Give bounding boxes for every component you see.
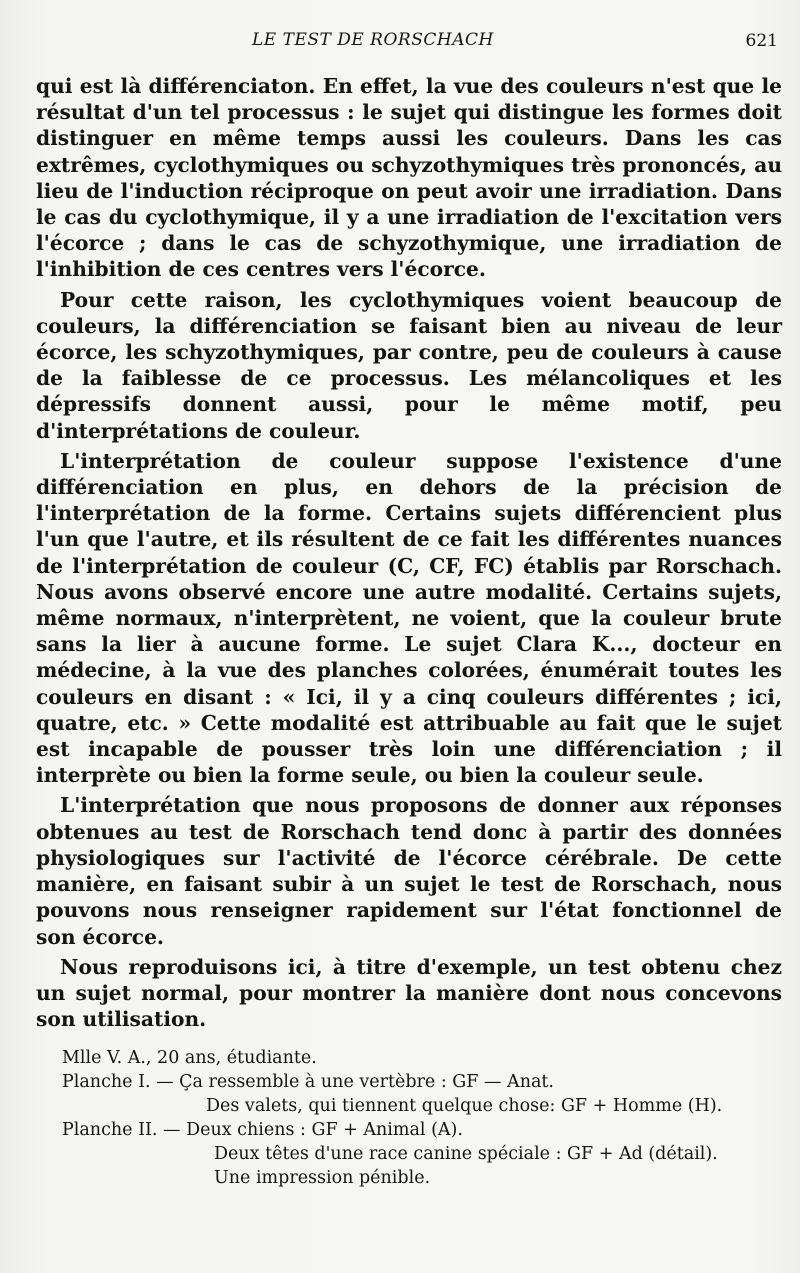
protocol-planche-1-response: Des valets, qui tiennent quelque chose: GF + Homme (H). bbox=[206, 1096, 723, 1116]
body-text bbox=[36, 73, 782, 1036]
running-title: LE TEST DE RORSCHACH bbox=[252, 30, 494, 50]
test-protocol bbox=[36, 1046, 782, 1190]
protocol-planche-2-response: Deux têtes d'une race canine spéciale : GF + Ad (détail). bbox=[214, 1144, 718, 1164]
paragraph-1: qui est là différenciaton. En effet, la vue des couleurs n'est que le résultat d'un tel processus : le sujet qui distingue les formes doit distinguer en même temps aussi les couleurs. Dans les cas extrêmes, cyclothymiques ou schyzothymiques très prononcés, au lieu de l'induction réciproque on peut avoir une irradiation. Dans le cas du cyclothymique, il y a une irradiation de l'excitation vers l'écorce ; dans le cas de schyzothymique, une irradiation de l'inhibition de ces centres vers l'écorce. bbox=[36, 74, 782, 282]
protocol-planche-2-remark: Une impression pénible. bbox=[214, 1168, 431, 1188]
protocol-planche-1: Planche I. — Ça ressemble à une vertèbre : GF — Anat. bbox=[62, 1072, 554, 1092]
protocol-subject: Mlle V. A., 20 ans, étudiante. bbox=[62, 1048, 317, 1068]
page-number: 621 bbox=[745, 31, 778, 51]
running-header bbox=[0, 30, 800, 54]
paragraph-5: Nous reproduisons ici, à titre d'exemple, un test obtenu chez un sujet normal, pour montrer la manière dont nous concevons son utilisation. bbox=[36, 954, 782, 1032]
paragraph-3: L'interprétation de couleur suppose l'existence d'une différenciation en plus, en dehors de la précision de l'interprétation de la forme. Certains sujets différencient plus l'un que l'autre, et ils résultent de ce fait les différentes nuances de l'interprétation de couleur (C, CF, FC) établis par Rorschach. Nous avons observé encore une autre modalité. Certains sujets, même normaux, n'interprètent, ne voient, que la couleur brute sans la lier à aucune forme. Le sujet Clara K..., docteur en médecine, à la vue des planches colorées, énumérait toutes les couleurs en disant : « Ici, il y a cinq couleurs différentes ; ici, quatre, etc. » Cette modalité est attribuable au fait que le sujet est incapable de pousser très loin une différenciation ; il interprète ou bien la forme seule, ou bien la couleur seule. bbox=[36, 448, 782, 788]
paragraph-4: L'interprétation que nous proposons de donner aux réponses obtenues au test de Rorschach tend donc à partir des données physiologiques sur l'activité de l'écorce cérébrale. De cette manière, en faisant subir à un sujet le test de Rorschach, nous pouvons nous renseigner rapidement sur l'état fonctionnel de son écorce. bbox=[36, 793, 782, 949]
paragraph-2: Pour cette raison, les cyclothymiques voient beaucoup de couleurs, la différenciation se faisant bien au niveau de leur écorce, les schyzothymiques, par contre, peu de couleurs à cause de la faiblesse de ce processus. Les mélancoliques et les dépressifs donnent aussi, pour le même motif, peu d'interprétations de couleur. bbox=[36, 287, 782, 443]
protocol-planche-2: Planche II. — Deux chiens : GF + Animal (A). bbox=[62, 1120, 463, 1140]
